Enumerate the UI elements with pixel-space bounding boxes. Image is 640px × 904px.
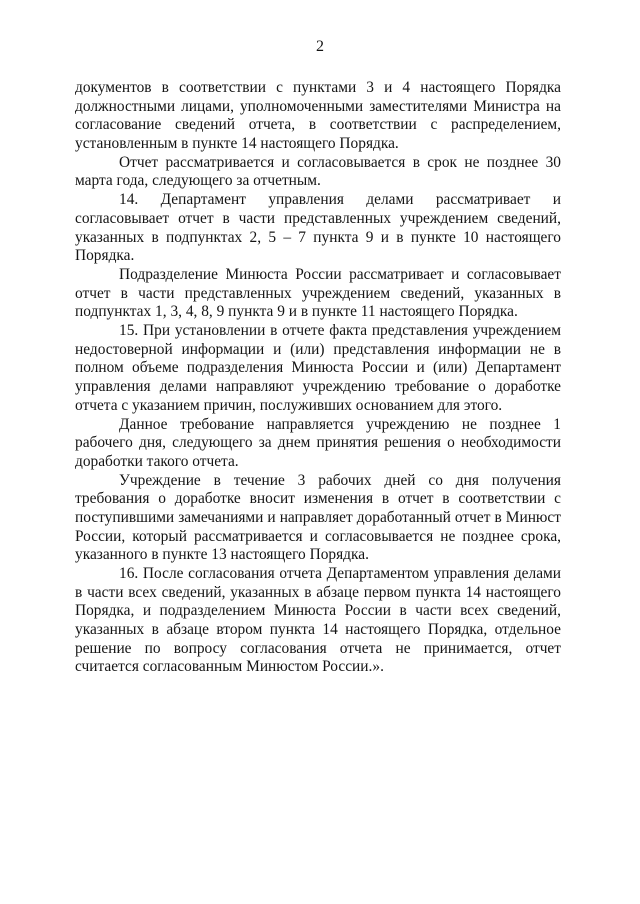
paragraph-item-16: 16. После согласования отчета Департаментом управления делами в части всех сведений, указанных в абзаце первом пункта 14 настоящего Порядка, и подразделением Минюста России в части всех сведений, указанных в абзаце втором пункта 14 настоящего Порядка, отдельное решение по вопросу согласования отчета не принимается, отчет считается согласованным Минюстом России.». [75,565,561,676]
paragraph-review-deadline: Отчет рассматривается и согласовывается в срок не позднее 30 марта года, следующего за отчетным. [75,153,561,190]
page-number: 2 [316,38,324,55]
paragraph-continuation: документов в соответствии с пунктами 3 и 4 настоящего Порядка должностными лицами, уполномоченными заместителями Министра на согласование сведений отчета, в соответствии с распределением, установленным в пункте 14 настоящего Порядка. [75,79,561,152]
paragraph-item-15: 15. При установлении в отчете факта представления учреждением недостоверной информации и (или) представления информации не в полном объеме подразделения Минюста России и (или) Департамент управления делами направляют учреждению требование о доработке отчета с указанием причин, послуживших основанием для этого. [75,322,561,414]
paragraph-revision: Учреждение в течение 3 рабочих дней со дня получения требования о доработке вносит изменения в отчет в соответствии с поступившими замечаниями и направляет доработанный отчет в Минюст России, который рассматривается и согласовывается не позднее срока, указанного в пункте 13 настоящего Порядка. [75,471,561,564]
paragraph-requirement-deadline: Данное требование направляется учреждению не позднее 1 рабочего дня, следующего за днем принятия решения о необходимости доработки такого отчета. [75,415,561,470]
paragraph-item-14-department: 14. Департамент управления делами рассматривает и согласовывает отчет в части представленных учреждением сведений, указанных в подпунктах 2, 5 – 7 пункта 9 и в пункте 10 настоящего Порядка. [75,191,561,265]
document-body [75,79,561,677]
paragraph-item-14-subdivision: Подразделение Минюста России рассматривает и согласовывает отчет в части представленных учреждением сведений, указанных в подпунктах 1, 3, 4, 8, 9 пункта 9 и в пункте 11 настоящего Порядка. [75,266,561,321]
